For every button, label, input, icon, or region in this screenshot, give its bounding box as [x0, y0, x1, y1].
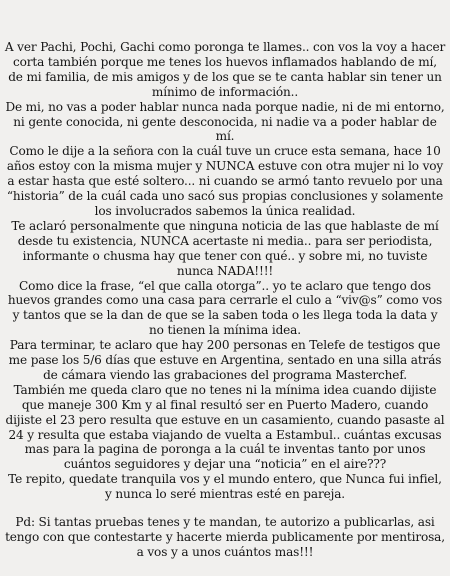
paragraph-nunca-infiel: Te repito, quedate tranquila vos y el mundo entero, que Nunca fui infiel, y nunca lo seré mientras esté en pareja. [8, 472, 442, 502]
paragraph-el-que-calla: Como dice la frase, “el que calla otorga”.. yo te aclaro que tengo dos huevos grandes como una casa para cerrarle el culo a “viv@s” como vos y tantos que se la dan de que se la saben toda o les llega toda la data y no tienen la mínima idea. [7, 278, 443, 338]
postscript: Pd: Si tantas pruebas tenes y te mandan, te autorizo a publicarlas, asi tengo con que contestarte y hacerte mierda publicamente por mentirosa, a vos y a unos cuántos mas!!! [5, 515, 445, 559]
paragraph-misma-mujer: Como le dije a la señora con la cuál tuve un cruce esta semana, hace 10 años estoy con la misma mujer y NUNCA estuve con otra mujer ni lo voy a estar hasta que esté soltero... ni cuando se armó tanto revuelo por una “historia” de la cuál cada uno sacó sus propias conclusiones y solamente los involucrados sabemos la única realidad. [6, 144, 444, 218]
paragraph-intro: A ver Pachi, Pochi, Gachi como poronga te llames.. con vos la voy a hacer corta también porque me tenes los huevos inflamados hablando de mí, de mi familia, de mis amigos y de los que se te canta hablar sin tener un mínimo de información.. [4, 40, 446, 99]
paragraph-excusas: También me queda claro que no tenes ni la mínima idea cuando dijiste que maneje 300 Km y al final resultó ser en Puerto Madero, cuando dijiste el 23 pero resulta que estuve en un casamiento, cuando pasaste al 24 y resulta que estaba viajando de vuelta a Estambul.. cuántas excusas mas para la pagina de poronga a la cuál te inventas tanto por unos cuántos seguidores y dejar una “noticia” en el aire??? [5, 382, 445, 472]
paragraph-testigos: Para terminar, te aclaro que hay 200 personas en Telefe de testigos que me pase los 5/6 días que estuve en Argentina, sentado en una silla atrás de cámara viendo las grabaciones del programa Masterchef. [8, 338, 442, 382]
paragraph-spacer [4, 502, 446, 515]
statement-text [4, 40, 446, 560]
paragraph-ninguna-noticia: Te aclaró personalmente que ninguna noticia de las que hablaste de mí desde tu existencia, NUNCA acertaste ni media.. para ser periodista, informante o chusma hay que tener con qué.. y sobre mi, no tuviste nunca NADA!!!! [11, 218, 439, 278]
paragraph-no-hablar: De mi, no vas a poder hablar nunca nada porque nadie, ni de mi entorno, ni gente conocida, ni gente desconocida, ni nadie va a poder hablar de mí. [5, 99, 445, 144]
